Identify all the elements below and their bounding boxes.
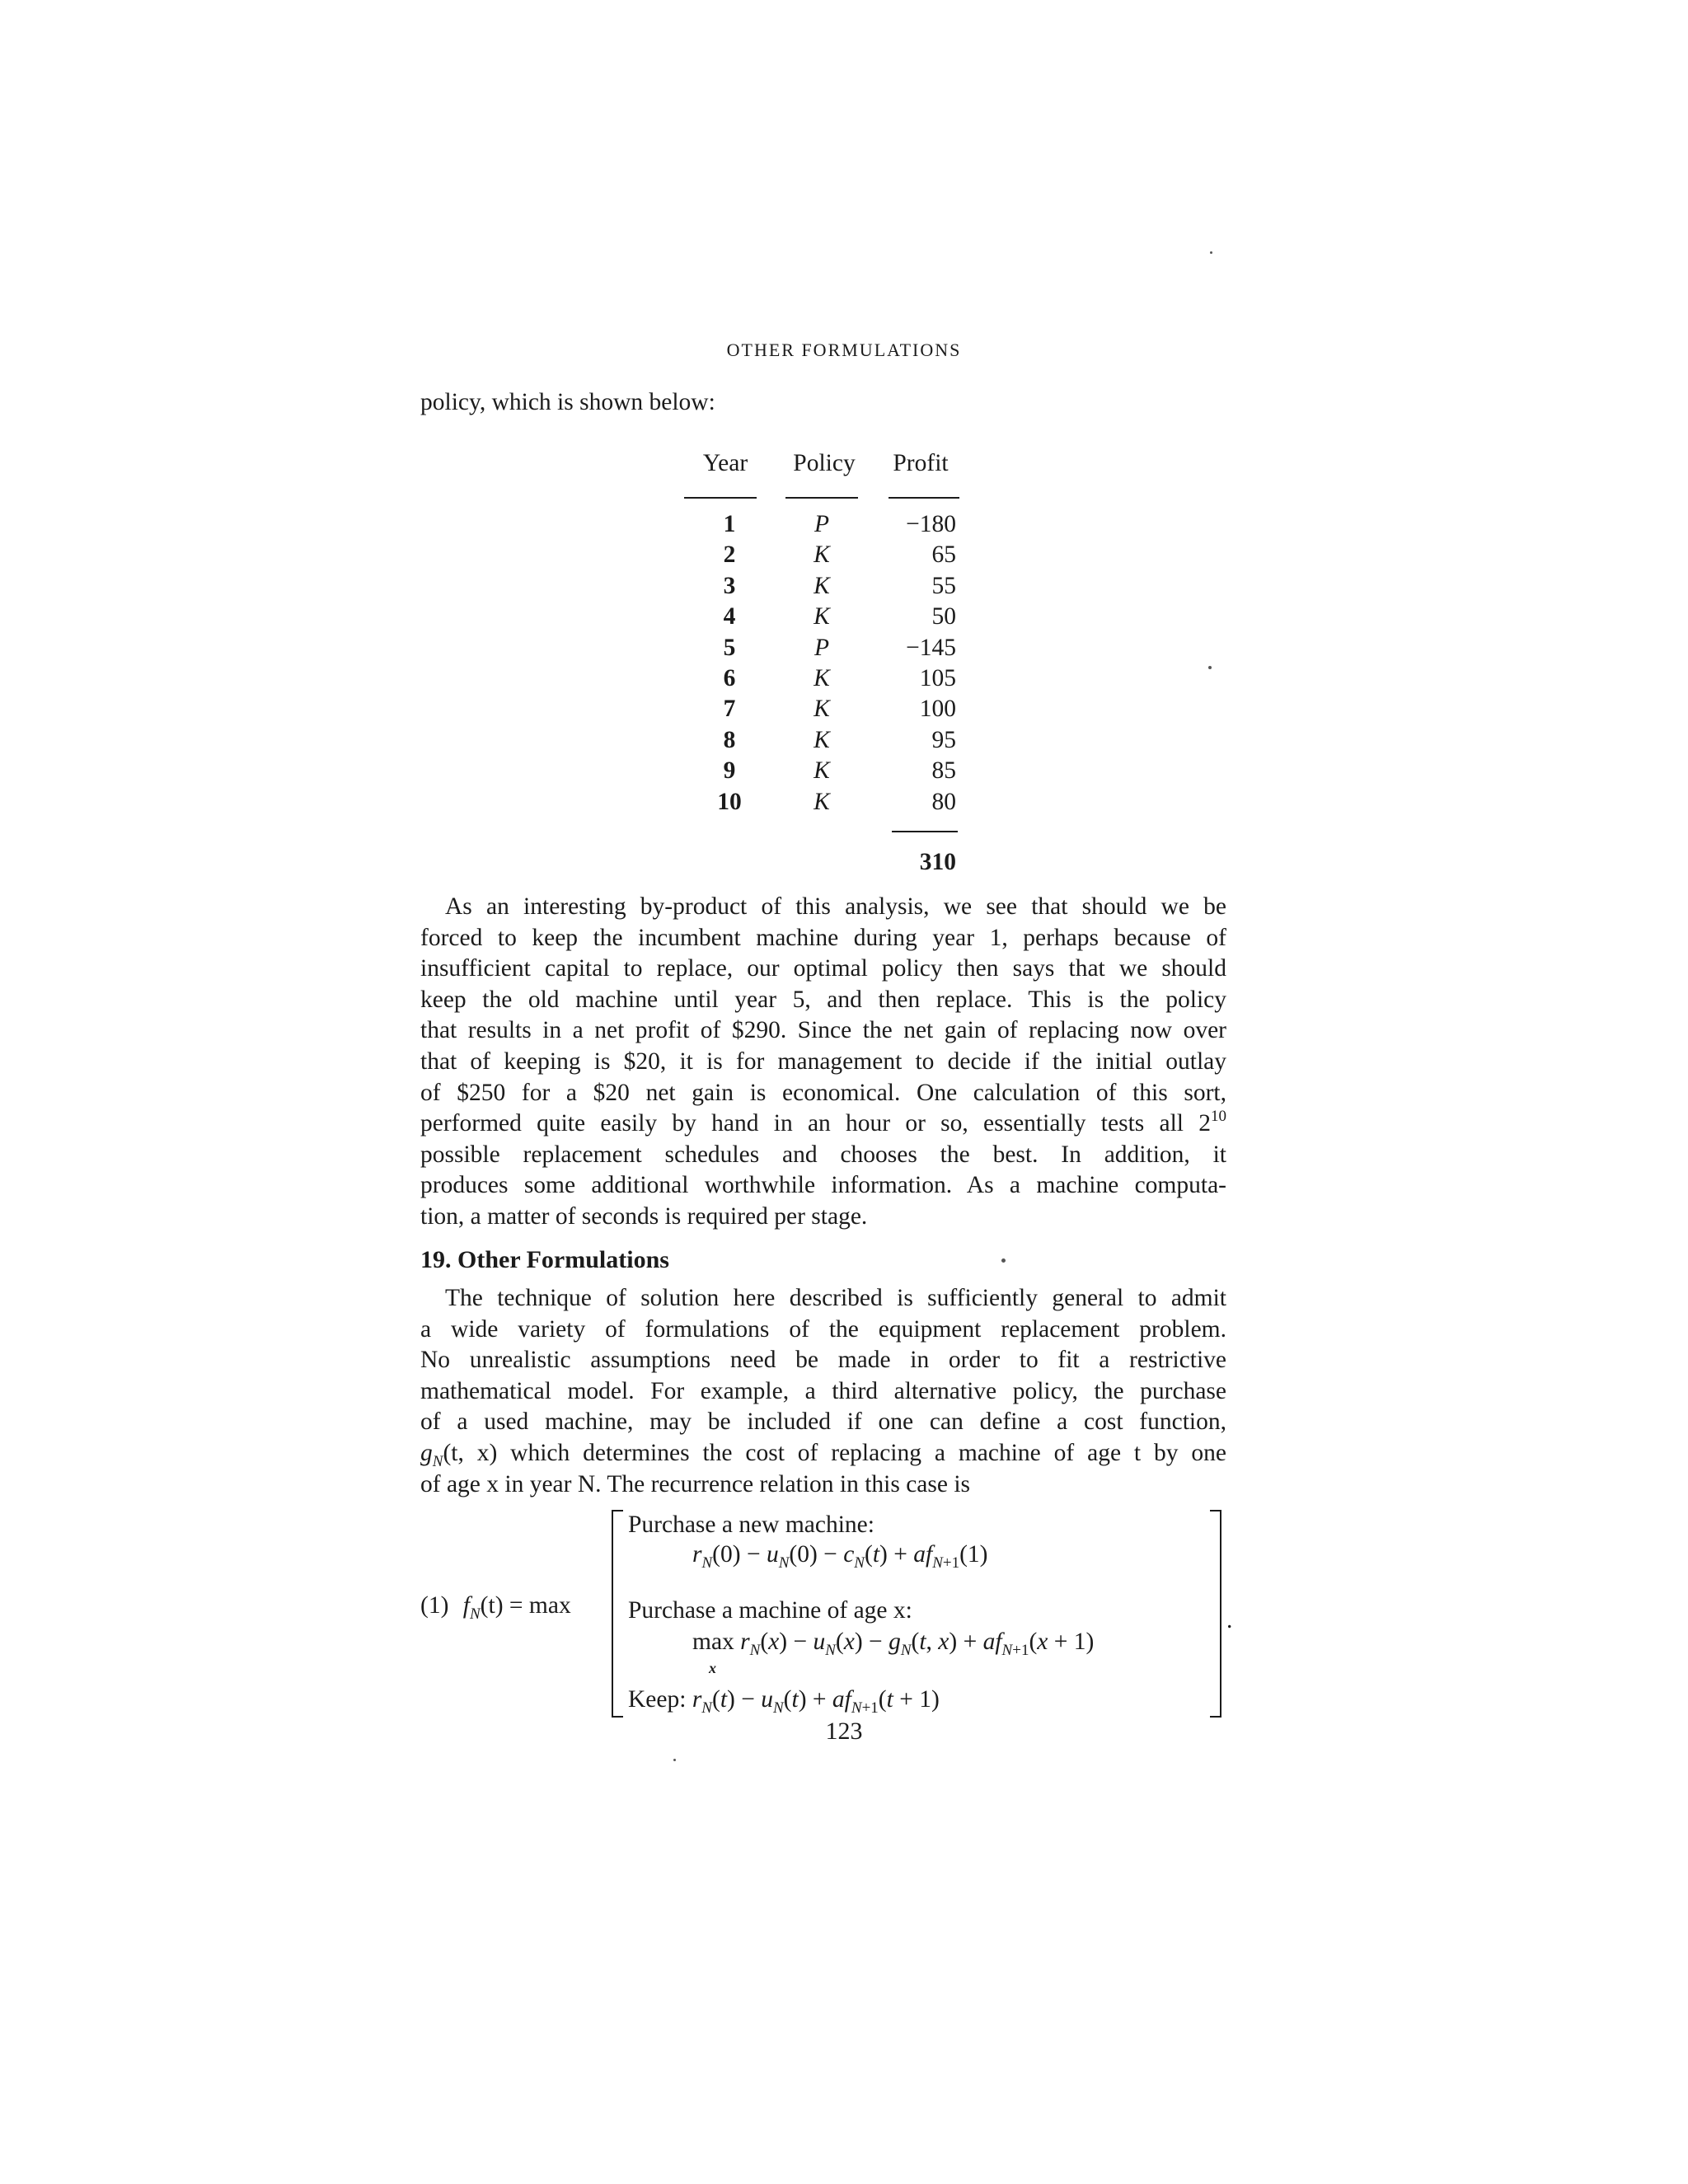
p1-line xyxy=(420,1108,1226,1140)
p2-line: mathematical model. For example, a third alternative policy, the purchase xyxy=(420,1377,1226,1404)
p2-line xyxy=(420,1438,1226,1469)
option-1-label: Purchase a new machine: xyxy=(628,1511,874,1538)
left-bracket xyxy=(612,1510,623,1718)
table-cell: 8 xyxy=(723,726,736,753)
p1-line: that results in a net profit of $290. Since the net gain of replacing now over xyxy=(420,1017,1226,1044)
table-cell: 10 xyxy=(717,788,742,815)
equation-number: (1) xyxy=(420,1592,449,1619)
table-cell: K xyxy=(814,757,830,785)
year-column xyxy=(684,509,775,818)
option-3-label: Keep: xyxy=(628,1686,687,1713)
header-year: Year xyxy=(702,450,748,476)
paragraph-1 xyxy=(420,892,1226,1233)
rule-year xyxy=(684,497,757,499)
table-cell: P xyxy=(814,634,830,661)
p1-line: As an interesting by-product of this analysis, we see that should we be xyxy=(445,893,1226,920)
policy-column xyxy=(783,509,860,818)
p2-line-text: (t, x) which determines the cost of replacing a machine of age t by one xyxy=(443,1439,1226,1466)
superscript-exponent: 10 xyxy=(1211,1108,1226,1126)
equation-lhs-arg: (t) = max xyxy=(480,1592,571,1619)
section-heading: 19. Other Formulations xyxy=(420,1246,669,1273)
table-cell: 105 xyxy=(919,665,956,692)
max-subscript-x: x xyxy=(709,1660,716,1676)
right-bracket xyxy=(1210,1510,1221,1718)
table-cell: 65 xyxy=(931,541,956,569)
scan-speck xyxy=(1001,1258,1006,1263)
header-profit: Profit xyxy=(893,450,949,476)
p1-line: forced to keep the incumbent machine during year 1, perhaps because of xyxy=(420,924,1226,951)
option-3: Keep: $r_N(t) - u_N(t) + af_{N+1}(t + 1)$ xyxy=(628,1686,940,1717)
p1-line-text: performed quite easily by hand in an hour or so, essentially tests all 2 xyxy=(420,1110,1211,1137)
table-cell: K xyxy=(814,603,830,630)
table-cell: 1 xyxy=(723,511,736,537)
table-cell: 9 xyxy=(723,757,736,785)
rule-profit xyxy=(889,497,959,499)
p1-line: of $250 for a $20 net gain is economical. One calculation of this sort, xyxy=(420,1079,1226,1106)
table-cell: −180 xyxy=(906,511,956,537)
table-cell: 2 xyxy=(723,541,736,569)
p2-line: No unrealistic assumptions need be made in order to fit a restrictive xyxy=(420,1347,1226,1374)
p1-line: keep the old machine until year 5, and then replace. This is the policy xyxy=(420,986,1226,1013)
p1-line: produces some additional worthwhile information. As a machine computa- xyxy=(420,1172,1226,1199)
intro-line: policy, which is shown below: xyxy=(420,389,715,415)
equation-lhs xyxy=(420,1592,571,1623)
p1-line: insufficient capital to replace, our optimal policy then says that we should xyxy=(420,955,1226,982)
rule-total xyxy=(892,831,958,832)
table-cell: K xyxy=(814,572,830,599)
p2-line: of a used machine, may be included if one can define a cost function, xyxy=(420,1408,1226,1436)
p2-line: The technique of solution here described is sufficiently general to admit xyxy=(445,1285,1226,1311)
table-cell: 7 xyxy=(723,696,736,723)
table-cell: 50 xyxy=(931,603,956,630)
table-cell: K xyxy=(814,541,830,569)
scan-speck xyxy=(1210,251,1212,254)
table-cell: 80 xyxy=(931,788,956,815)
rule-policy xyxy=(785,497,858,499)
p2-line: of age x in year N. The recurrence relation in this case is xyxy=(420,1470,971,1497)
table-cell: 3 xyxy=(723,572,736,599)
table-cell: 6 xyxy=(723,665,736,692)
table-cell: P xyxy=(814,511,830,537)
table-cell: 55 xyxy=(931,572,956,599)
option-1-expression: $r_N(0) - u_N(0) - c_N(t) + af_{N+1}(1)$ xyxy=(692,1541,988,1572)
table-cell: 95 xyxy=(931,726,956,753)
table-cell: 100 xyxy=(919,696,956,723)
table-cell: K xyxy=(814,665,830,692)
table-cell: K xyxy=(814,696,830,723)
paragraph-2 xyxy=(420,1283,1226,1500)
total-profit: 310 xyxy=(919,849,956,875)
running-header: OTHER FORMULATIONS xyxy=(726,340,962,360)
equation-f: f xyxy=(462,1592,470,1619)
equation-f-sub: N xyxy=(469,1605,481,1623)
p1-line: tion, a matter of seconds is required per stage. xyxy=(420,1202,868,1230)
option-2-expression: $\max r_N(x) - u_N(x) - g_N(t$, $x) + af_{N+1}(x + 1)$ xyxy=(692,1629,1095,1659)
table-cell: 4 xyxy=(723,603,736,630)
table-cell: −145 xyxy=(906,634,956,661)
profit-column xyxy=(874,509,956,818)
table-cell: 5 xyxy=(723,634,736,661)
header-policy: Policy xyxy=(793,450,856,476)
p2-line: a wide variety of formulations of the equipment replacement problem. xyxy=(420,1315,1226,1343)
scan-speck xyxy=(673,1759,676,1761)
option-2-label: Purchase a machine of age x: xyxy=(628,1597,912,1624)
table-cell: 85 xyxy=(931,757,956,785)
p1-line: possible replacement schedules and chooses the best. In addition, it xyxy=(420,1141,1226,1168)
table-cell: K xyxy=(814,726,830,753)
g-symbol: $g_N$ xyxy=(420,1439,443,1470)
equation-period: . xyxy=(1226,1607,1233,1633)
table-cell: K xyxy=(814,788,830,815)
scan-speck xyxy=(1208,666,1212,669)
p1-line: that of keeping is $20, it is for management to decide if the initial outlay xyxy=(420,1047,1226,1075)
page-number: 123 xyxy=(825,1718,863,1745)
